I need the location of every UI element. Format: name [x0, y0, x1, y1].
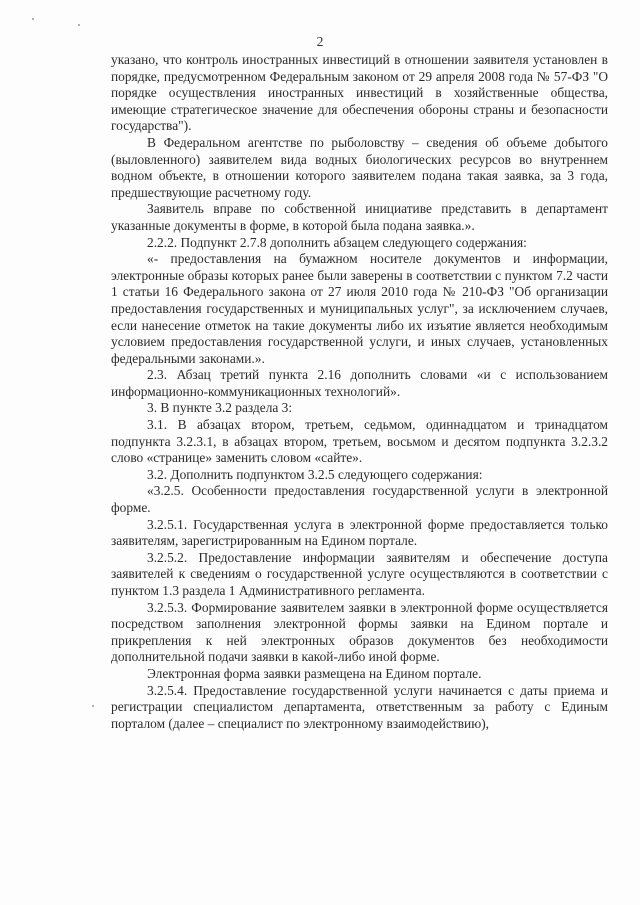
paragraph: 2.3. Абзац третий пункта 2.16 дополнить словами «и с использованием информационно-коммуникационных технологий». [111, 367, 608, 399]
paragraph: «3.2.5. Особенности предоставления государственной услуги в электронной форме. [111, 483, 608, 516]
scan-speck [78, 24, 80, 26]
paragraph: 3.2.5.3. Формирование заявителем заявки в электронной форме осуществляется посредством заполнения электронной формы заявки на Едином портале и прикрепления к ней электронных образов документов без необходимости дополнительной подачи заявки в какой-либо иной форме. [111, 599, 608, 665]
paragraph: указано, что контроль иностранных инвестиций в отношении заявителя установлен в порядке, предусмотренном Федеральным законом от 29 апреля 2008 года № 57-ФЗ "О порядке осуществления иностранных инвестиций в хозяйственные общества, имеющие стратегическое значение для обеспечения обороны страны и безопасности государства"). [111, 52, 608, 134]
paragraph: Заявитель вправе по собственной инициативе представить в департамент указанные документы в форме, в которой была подана заявка.». [111, 201, 608, 233]
paragraph: В Федеральном агентстве по рыболовству – сведения об объеме добытого (выловленного) заявителем вида водных биологических ресурсов во внутреннем водном объекте, в отношении которого заявителем подана такая заявка, за 3 года, предшествующие расчетному году. [111, 134, 608, 200]
paragraph: 3.2.5.4. Предоставление государственной услуги начинается с даты приема и регистрации специалистом департамента, ответственным за работу с Единым порталом (далее – специалист по электронному взаимодействию), [111, 682, 608, 731]
paragraph: «- предоставления на бумажном носителе документов и информации, электронные образы которых ранее были заверены в соответствии с пунктом 7.2 части 1 статьи 16 Федерального закона от 27 июля 2010 года № 210-ФЗ "Об организации предоставления государственных и муниципальных услуг", за исключением случаев, если нанесение отметок на такие документы либо их изъятие является необходимым условием предоставления государственной услуги, и иных случаев, установленных федеральными законами.». [111, 251, 608, 366]
paragraph: Электронная форма заявки размещена на Едином портале. [147, 665, 482, 681]
paragraph: 3.2. Дополнить подпунктом 3.2.5 следующего содержания: [147, 466, 483, 482]
page-number: 2 [316, 34, 324, 49]
paragraph: 2.2.2. Подпункт 2.7.8 дополнить абзацем следующего содержания: [147, 234, 527, 250]
scan-speck [32, 18, 34, 20]
paragraph: 3.2.5.2. Предоставление информации заявителям и обеспечение доступа заявителей к сведениям о государственной услуге осуществляются в соответствии с пунктом 1.3 раздела 1 Административного регламента. [111, 549, 608, 598]
paragraph: 3.1. В абзацах втором, третьем, седьмом, одиннадцатом и тринадцатом подпункта 3.2.3.1, в абзацах втором, третьем, восьмом и десятом подпункта 3.2.3.2 слово «странице» заменить словом «сайте». [111, 417, 608, 466]
paragraph: 3. В пункте 3.2 раздела 3: [147, 400, 293, 416]
document-body [111, 52, 608, 732]
scan-speck [92, 705, 94, 707]
paragraph: 3.2.5.1. Государственная услуга в электронной форме предоставляется только заявителям, зарегистрированным на Едином портале. [111, 516, 608, 549]
